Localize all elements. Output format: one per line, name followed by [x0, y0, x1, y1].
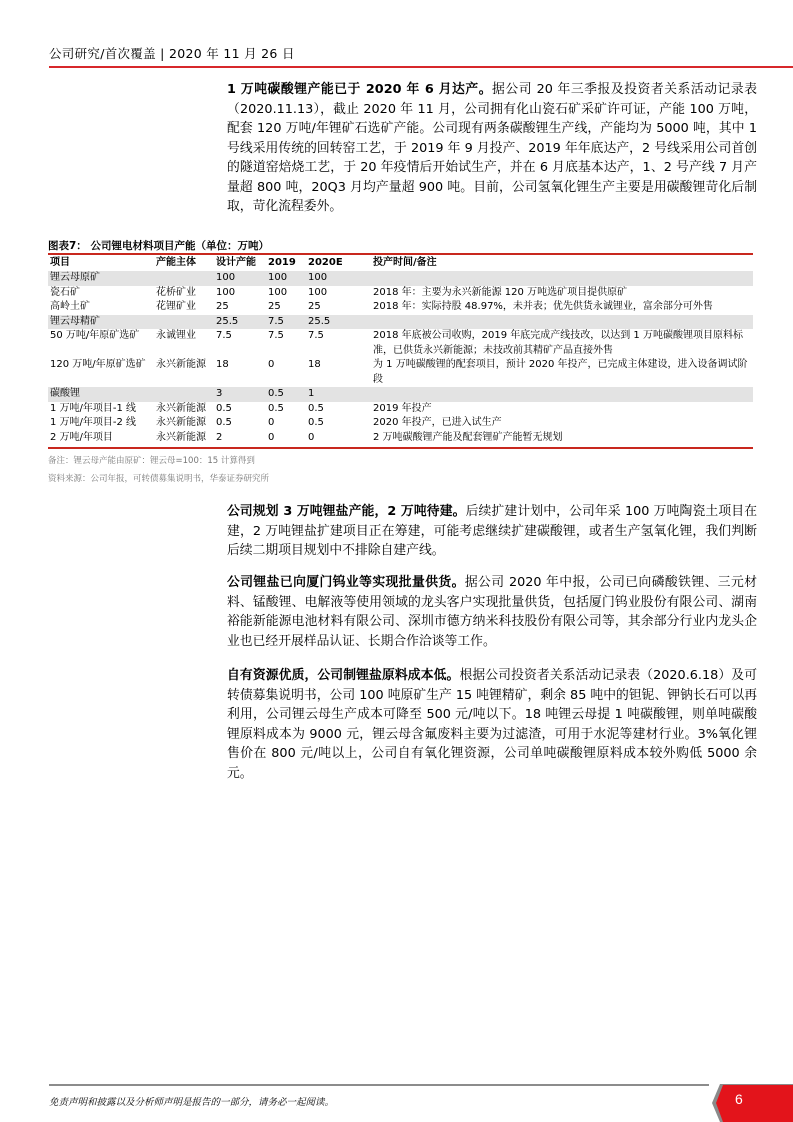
- table-row: [48, 300, 753, 315]
- col-header-2019: 2019: [268, 257, 296, 268]
- cell-item: 瓷石矿: [50, 286, 80, 298]
- header-rule: [49, 66, 793, 68]
- table-row: [48, 329, 753, 358]
- cell-2020e: 1: [306, 387, 371, 402]
- cell-notes: [371, 315, 753, 330]
- cell-entity: 永兴新能源: [156, 402, 206, 414]
- cell-2020e: 100: [308, 286, 328, 298]
- cell-item: 锂云母原矿: [48, 271, 154, 286]
- table-row: [48, 387, 753, 402]
- cell-2019: 0: [268, 431, 275, 443]
- cell-notes: 2019 年投产: [373, 402, 432, 414]
- cell-2019: 0: [268, 359, 275, 370]
- cell-2019: 7.5: [268, 330, 284, 341]
- cell-entity: 永诚锂业: [156, 330, 196, 341]
- paragraph-customers: [227, 573, 757, 651]
- table-row: [48, 402, 753, 417]
- paragraph-cost-advantage: [227, 666, 757, 783]
- cell-2019: 25: [268, 301, 281, 312]
- table-row: [48, 416, 753, 431]
- figure-source: 资料来源：公司年报，可转债募集说明书，华泰证券研究所: [48, 474, 270, 484]
- figure-note: 备注：锂云母产能由原矿：锂云母=100：15 计算得到: [48, 456, 255, 466]
- col-header-notes: 投产时间/备注: [373, 257, 437, 268]
- paragraph-body: 据公司 20 年三季报及投资者关系活动记录表（2020.11.13），截止 2020 年 11 月，公司拥有化山瓷石矿采矿许可证，产能 100 万吨，配套 120 万吨/年锂矿石选矿产能。公司现有两条碳酸锂生产线，产能均为 5000 吨，其中 1 号线采用传统的回转窑工艺，于 2019 年 9 月投产、2019 年年底达产，2 号线采用公司首创的隧道窑焙烧工艺，于 20 年疫情后开始试生产，并在 6 月底基本达产，1、2 号产线 7 月产量超 800 吨，20Q3 月均产量超 900 吨。目前，公司氢氧化锂生产主要是用碳酸锂苛化后制取，苛化流程委外。: [227, 82, 757, 214]
- footer-disclaimer: 免责声明和披露以及分析师声明是报告的一部分，请务必一起阅读。: [49, 1097, 335, 1108]
- cell-entity: 永兴新能源: [156, 417, 206, 428]
- cell-item: 2 万吨/年项目: [50, 431, 113, 443]
- paragraph-body: 根据公司投资者关系活动记录表（2020.6.18）及可转债募集说明书，公司 100 吨原矿生产 15 吨锂精矿，剩余 85 吨中的钽铌、钾钠长石可以再利用，公司锂云母生产成本可降至 500 元/吨以下。18 吨锂云母提 1 吨碳酸锂，则单吨碳酸锂原料成本为 9000 元，锂云母含氟废料主要为过滤渣，可用于水泥等建材行业。3%氧化锂售价在 800 元/吨以上，公司自有氧化锂资源，公司单吨碳酸锂原料成本较外购低 5000 余元。: [227, 668, 757, 781]
- paragraph-expansion-plan: [227, 502, 757, 561]
- paragraph-body: 据公司 2020 年中报，公司已向磷酸铁锂、三元材料、锰酸锂、电解液等使用领域的龙头客户实现批量供货，包括厦门钨业股份有限公司、湖南裕能新能源电池材料有限公司、深圳市德方纳米科技股份有限公司等，其余部分行业内龙头企业也已经开展样品认证、长期合作洽谈等工作。: [227, 575, 758, 649]
- cell-design: 25: [216, 301, 229, 312]
- cell-entity: 花桥矿业: [156, 286, 196, 298]
- cell-notes: 2018 年：实际持股 48.97%，未并表；优先供货永诚锂业，富余部分可外售: [373, 301, 713, 312]
- cell-2020e: 18: [308, 359, 321, 370]
- cell-notes: 2018 年底被公司收购，2019 年底完成产线技改，以达到 1 万吨碳酸锂项目原料标准，已供货永兴新能源；未技改前其精矿产品直接外售: [373, 330, 743, 356]
- cell-2020e: 7.5: [308, 330, 324, 341]
- cell-notes: 2020 年投产，已进入试生产: [373, 417, 502, 428]
- cell-2020e: 25.5: [306, 315, 371, 330]
- paragraph-lead: 公司锂盐已向厦门钨业等实现批量供货。: [227, 575, 465, 590]
- cell-2019: 7.5: [266, 315, 306, 330]
- table-header-row: [48, 255, 753, 271]
- cell-item: 120 万吨/年原矿选矿: [50, 359, 146, 370]
- cell-notes: 为 1 万吨碳酸锂的配套项目，预计 2020 年投产，已完成主体建设，进入设备调试阶段: [373, 359, 748, 385]
- cell-2020e: 0.5: [308, 417, 324, 428]
- cell-entity: 花锂矿业: [156, 301, 196, 312]
- cell-item: 高岭土矿: [50, 301, 90, 312]
- cell-2019: 0.5: [266, 387, 306, 402]
- figure-rule-bottom: [48, 447, 753, 449]
- cell-2020e: 25: [308, 301, 321, 312]
- cell-design: 100: [214, 271, 266, 286]
- cell-2019: 100: [268, 286, 288, 298]
- table-row: [48, 431, 753, 446]
- cell-design: 0.5: [216, 402, 232, 414]
- table-row: [48, 315, 753, 330]
- page-number-tab: [712, 1084, 793, 1122]
- cell-entity: 永兴新能源: [156, 431, 206, 443]
- cell-entity: [154, 387, 214, 402]
- paragraph-lead: 1 万吨碳酸锂产能已于 2020 年 6 月达产。: [227, 82, 493, 97]
- cell-2019: 0.5: [268, 402, 284, 414]
- header-text: 公司研究/首次覆盖 | 2020 年 11 月 26 日: [49, 46, 295, 61]
- cell-item: 碳酸锂: [48, 387, 154, 402]
- cell-item: 1 万吨/年项目-1 线: [50, 402, 137, 414]
- capacity-table: [48, 255, 753, 445]
- cell-design: 2: [216, 431, 223, 443]
- cell-design: 18: [216, 359, 229, 370]
- cell-entity: [154, 315, 214, 330]
- cell-notes: [371, 271, 753, 286]
- cell-2019: 0: [268, 417, 275, 428]
- cell-2020e: 0.5: [308, 402, 324, 414]
- cell-2019: 100: [266, 271, 306, 286]
- cell-entity: 永兴新能源: [156, 359, 206, 370]
- paragraph-lead: 公司规划 3 万吨锂盐产能，2 万吨待建。: [227, 504, 466, 519]
- cell-2020e: 0: [308, 431, 315, 443]
- footer-rule: [49, 1084, 709, 1086]
- col-header-item: 项目: [50, 257, 70, 268]
- table-row: [48, 358, 753, 387]
- cell-notes: 2018 年：主要为永兴新能源 120 万吨选矿项目提供原矿: [373, 286, 628, 298]
- cell-entity: [154, 271, 214, 286]
- cell-design: 100: [216, 286, 236, 298]
- paragraph-lead: 自有资源优质，公司制锂盐原料成本低。: [227, 668, 460, 683]
- cell-design: 3: [214, 387, 266, 402]
- page-header: [49, 44, 793, 66]
- cell-design: 0.5: [216, 417, 232, 428]
- paragraph-body: 后续扩建计划中，公司年采 100 万吨陶瓷土项目在建，2 万吨锂盐扩建项目正在筹建，可能考虑继续扩建碳酸锂，或者生产氢氧化锂，我们判断后续二期项目规划中不排除自建产线。: [227, 504, 757, 558]
- cell-item: 50 万吨/年原矿选矿: [50, 330, 140, 341]
- table-row: [48, 286, 753, 301]
- cell-design: 7.5: [216, 330, 232, 341]
- cell-2020e: 100: [306, 271, 371, 286]
- col-header-entity: 产能主体: [156, 257, 196, 268]
- page-number: 6: [735, 1091, 743, 1107]
- cell-item: 1 万吨/年项目-2 线: [50, 417, 137, 428]
- cell-item: 锂云母精矿: [48, 315, 154, 330]
- col-header-2020e: 2020E: [308, 257, 343, 268]
- paragraph-capacity-reached: [227, 80, 757, 217]
- col-header-design-capacity: 设计产能: [216, 257, 256, 268]
- table-row: [48, 271, 753, 286]
- cell-notes: 2 万吨碳酸锂产能及配套锂矿产能暂无规划: [373, 431, 563, 443]
- cell-design: 25.5: [214, 315, 266, 330]
- figure-title: 图表7： 公司锂电材料项目产能（单位：万吨）: [48, 240, 269, 252]
- cell-notes: [371, 387, 753, 402]
